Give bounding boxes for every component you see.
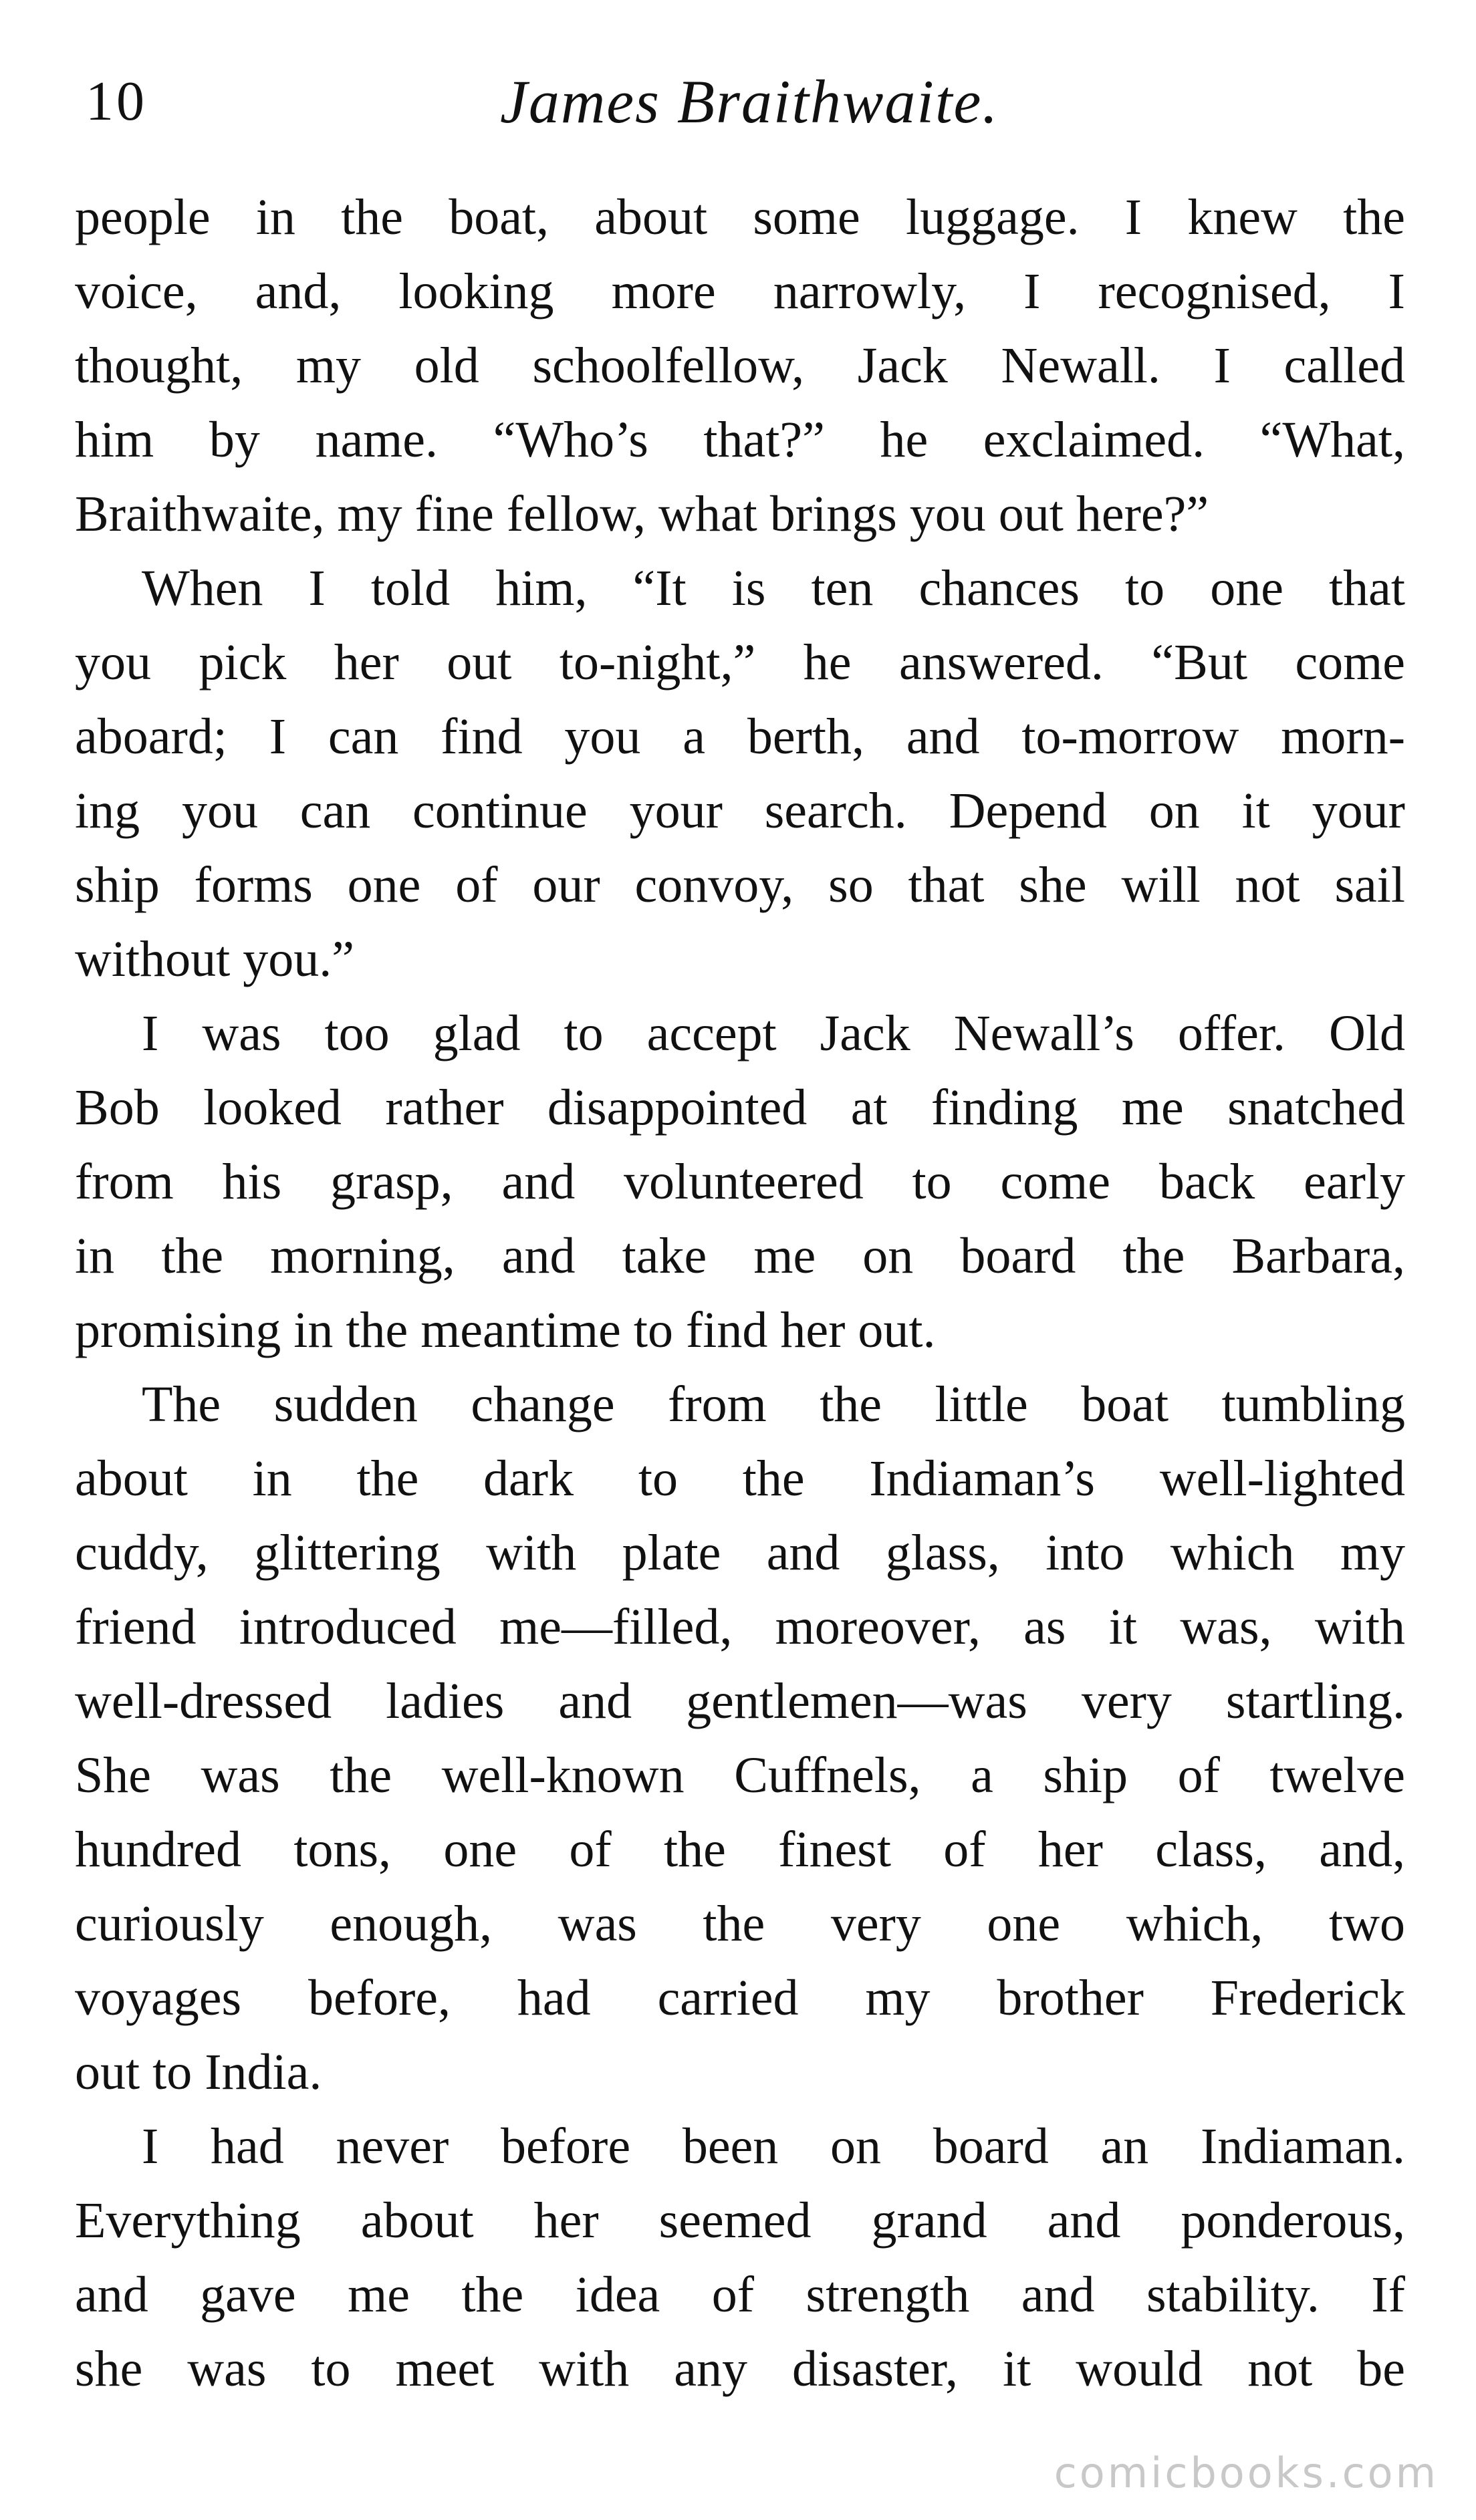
text-line: promising in the meantime to find her out.: [75, 1302, 936, 1358]
text-line: and gave me the idea of strength and stability. If: [75, 2267, 1405, 2323]
paragraph-3: [75, 997, 1405, 1368]
text-line: I had never before been on board an Indiaman.: [142, 2118, 1405, 2174]
text-line: curiously enough, was the very one which, two: [75, 1896, 1405, 1952]
text-line: hundred tons, one of the finest of her class, and,: [75, 1821, 1405, 1878]
text-line: well-dressed ladies and gentlemen—was very startling.: [75, 1673, 1405, 1729]
text-line: without you.”: [75, 931, 354, 987]
text-line: thought, my old schoolfellow, Jack Newall. I called: [75, 338, 1405, 394]
text-line: Bob looked rather disappointed at finding me snatched: [75, 1080, 1405, 1136]
text-line: I was too glad to accept Jack Newall’s offer. Old: [142, 1005, 1405, 1061]
text-line: out to India.: [75, 2044, 322, 2100]
running-head: James Braithwaite.: [500, 68, 999, 136]
paragraph-1: [75, 180, 1405, 551]
text-line: ship forms one of our convoy, so that she will not sail: [75, 857, 1405, 913]
watermark: comicbooks.com: [1054, 2448, 1439, 2497]
text-line: she was to meet with any disaster, it would not be: [75, 2341, 1405, 2397]
text-line: in the morning, and take me on board the Barbara,: [75, 1228, 1405, 1284]
text-line: cuddy, glittering with plate and glass, into which my: [75, 1525, 1405, 1581]
text-line: voyages before, had carried my brother Frederick: [75, 1970, 1405, 2026]
text-line: Braithwaite, my fine fellow, what brings you out here?”: [75, 486, 1209, 542]
text-line: Everything about her seemed grand and ponderous,: [75, 2192, 1405, 2249]
text-line: from his grasp, and volunteered to come back early: [75, 1154, 1405, 1210]
text-line: aboard; I can find you a berth, and to-morrow morn-: [75, 709, 1405, 765]
page-number: 10: [86, 70, 147, 132]
paragraph-2: [75, 551, 1405, 997]
paragraph-4: [75, 1368, 1405, 2110]
text-line: The sudden change from the little boat tumbling: [142, 1376, 1405, 1432]
text-line: voice, and, looking more narrowly, I recognised, I: [75, 263, 1405, 320]
text-line: you pick her out to-night,” he answered. “But come: [75, 634, 1405, 690]
text-line: people in the boat, about some luggage. I knew the: [75, 189, 1405, 245]
text-line: She was the well-known Cuffnels, a ship of twelve: [75, 1747, 1405, 1803]
text-line: about in the dark to the Indiaman’s well-lighted: [75, 1451, 1405, 1507]
text-line: When I told him, “It is ten chances to one that: [142, 560, 1405, 616]
text-line: friend introduced me—filled, moreover, as it was, with: [75, 1599, 1405, 1655]
text-line: him by name. “Who’s that?” he exclaimed. “What,: [75, 412, 1405, 468]
page-header: [86, 61, 1396, 142]
body-text: [75, 180, 1405, 2406]
paragraph-5: [75, 2110, 1405, 2406]
text-line: ing you can continue your search. Depend on it your: [75, 783, 1405, 839]
